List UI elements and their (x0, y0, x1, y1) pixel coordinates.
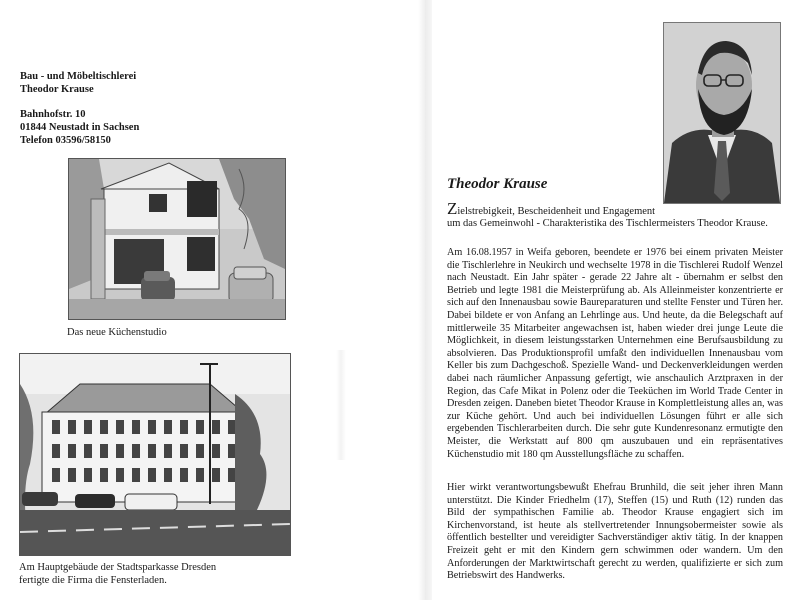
city-address: 01844 Neustadt in Sachsen (20, 122, 140, 133)
person-name-heading: Theodor Krause (447, 176, 548, 192)
kitchen-studio-photo (68, 158, 286, 320)
intro-text (447, 199, 782, 230)
savings-bank-caption-line1: Am Hauptgebäude der Stadtsparkasse Dresden (19, 562, 217, 573)
company-name-line1: Bau - und Möbeltischlerei (20, 71, 137, 82)
savings-bank-caption-line2: fertigte die Firma die Fensterladen. (19, 574, 167, 586)
biography-paragraph-2: Hier wirkt verantwortungsbewußt Ehefrau Brunhild, die seit jeher ihren Mann unterstützt. Die Kinder Friedhelm (17), Steffen (15) und Ruth (12) runden das Bild der sympathischen Familie ab. Theodor Krause engagiert sich im Kirchenvorstand, ist heute als stellvertretender Innungsobermeister sowie als öffentlich bestellter und vereidigter Sachverständiger aktiv tätig. In der knappen Freizeit geht er mit den Kindern gern schwimmen oder wandern. Um den Anforderungen der Marktwirtschaft gerecht zu werden, qualifizierte er sich zum Betriebswirt des Handwerks. (447, 482, 783, 582)
kitchen-studio-caption: Das neue Küchenstudio (67, 327, 167, 338)
street-address: Bahnhofstr. 10 (20, 109, 86, 120)
company-name-line2: Theodor Krause (20, 84, 94, 95)
savings-bank-caption (19, 562, 319, 587)
phone-number: Telefon 03596/58150 (20, 135, 111, 146)
portrait-photo (663, 22, 781, 204)
savings-bank-building-photo (19, 353, 291, 556)
intro-dropcap: Z (447, 199, 458, 218)
biography-paragraph-1: Am 16.08.1957 in Weifa geboren, beendete er 1976 bei einem privaten Meister die Tischlerlehre in Neukirch und wechselte 1978 in die Tischlerei Rudolf Wenzel nach Neustadt. Ein Jahr später - gerade 22 Jahre alt - übernahm er selbst den Betrieb und legte 1981 die Meisterprüfung ab. Als Alleinmeister konzentrierte er sich auf den Innenausbau sowie Baureparaturen und stellte Fenster und Türen her. Dabei bildete er von Anfang an Lehrlinge aus. Und heute, da die Belegschaft auf mittlerweile 35 Mitarbeiter angewachsen ist, haben wieder drei junge Leute die Möglichkeit, in diesem leistungsstarken Unternehmen eine Berufsausbildung zu absolvieren. Das Produktionsprofil umfaßt den individuellen Innenausbau vom Keller bis zum Dachgeschoß. Spezielle Wand- und Deckenverkleidungen werden dabei nach räumlicher Anpassung gefertigt, wie anschaulich Arztpraxen in der Region, das Cafe Mikat in Polenz oder die Teeküchen im World Trade Center in Dresden zeigen. Daneben bietet Theodor Krause in Komplettleistung alles an, was zur Küche gehört. Und auch bei individuellen Lösungen führt er alle sich ergebenden Tischlerarbeiten durch. Die sehr gute Kundenresonanz ermutigte den Meister, die Werkstatt auf 800 qm auszubauen und ein repräsentatives Küchenstudio mit 180 qm Ausstellungsfläche zu schaffen. (447, 247, 783, 460)
page-gutter (418, 0, 432, 600)
intro-line1: ielstrebigkeit, Bescheidenheit und Engagement (457, 206, 656, 217)
intro-line2: um das Gemeinwohl - Charakteristika des Tischlermeisters Theodor Krause. (447, 218, 768, 229)
page-shadow (336, 350, 346, 460)
company-address-block (20, 70, 320, 147)
